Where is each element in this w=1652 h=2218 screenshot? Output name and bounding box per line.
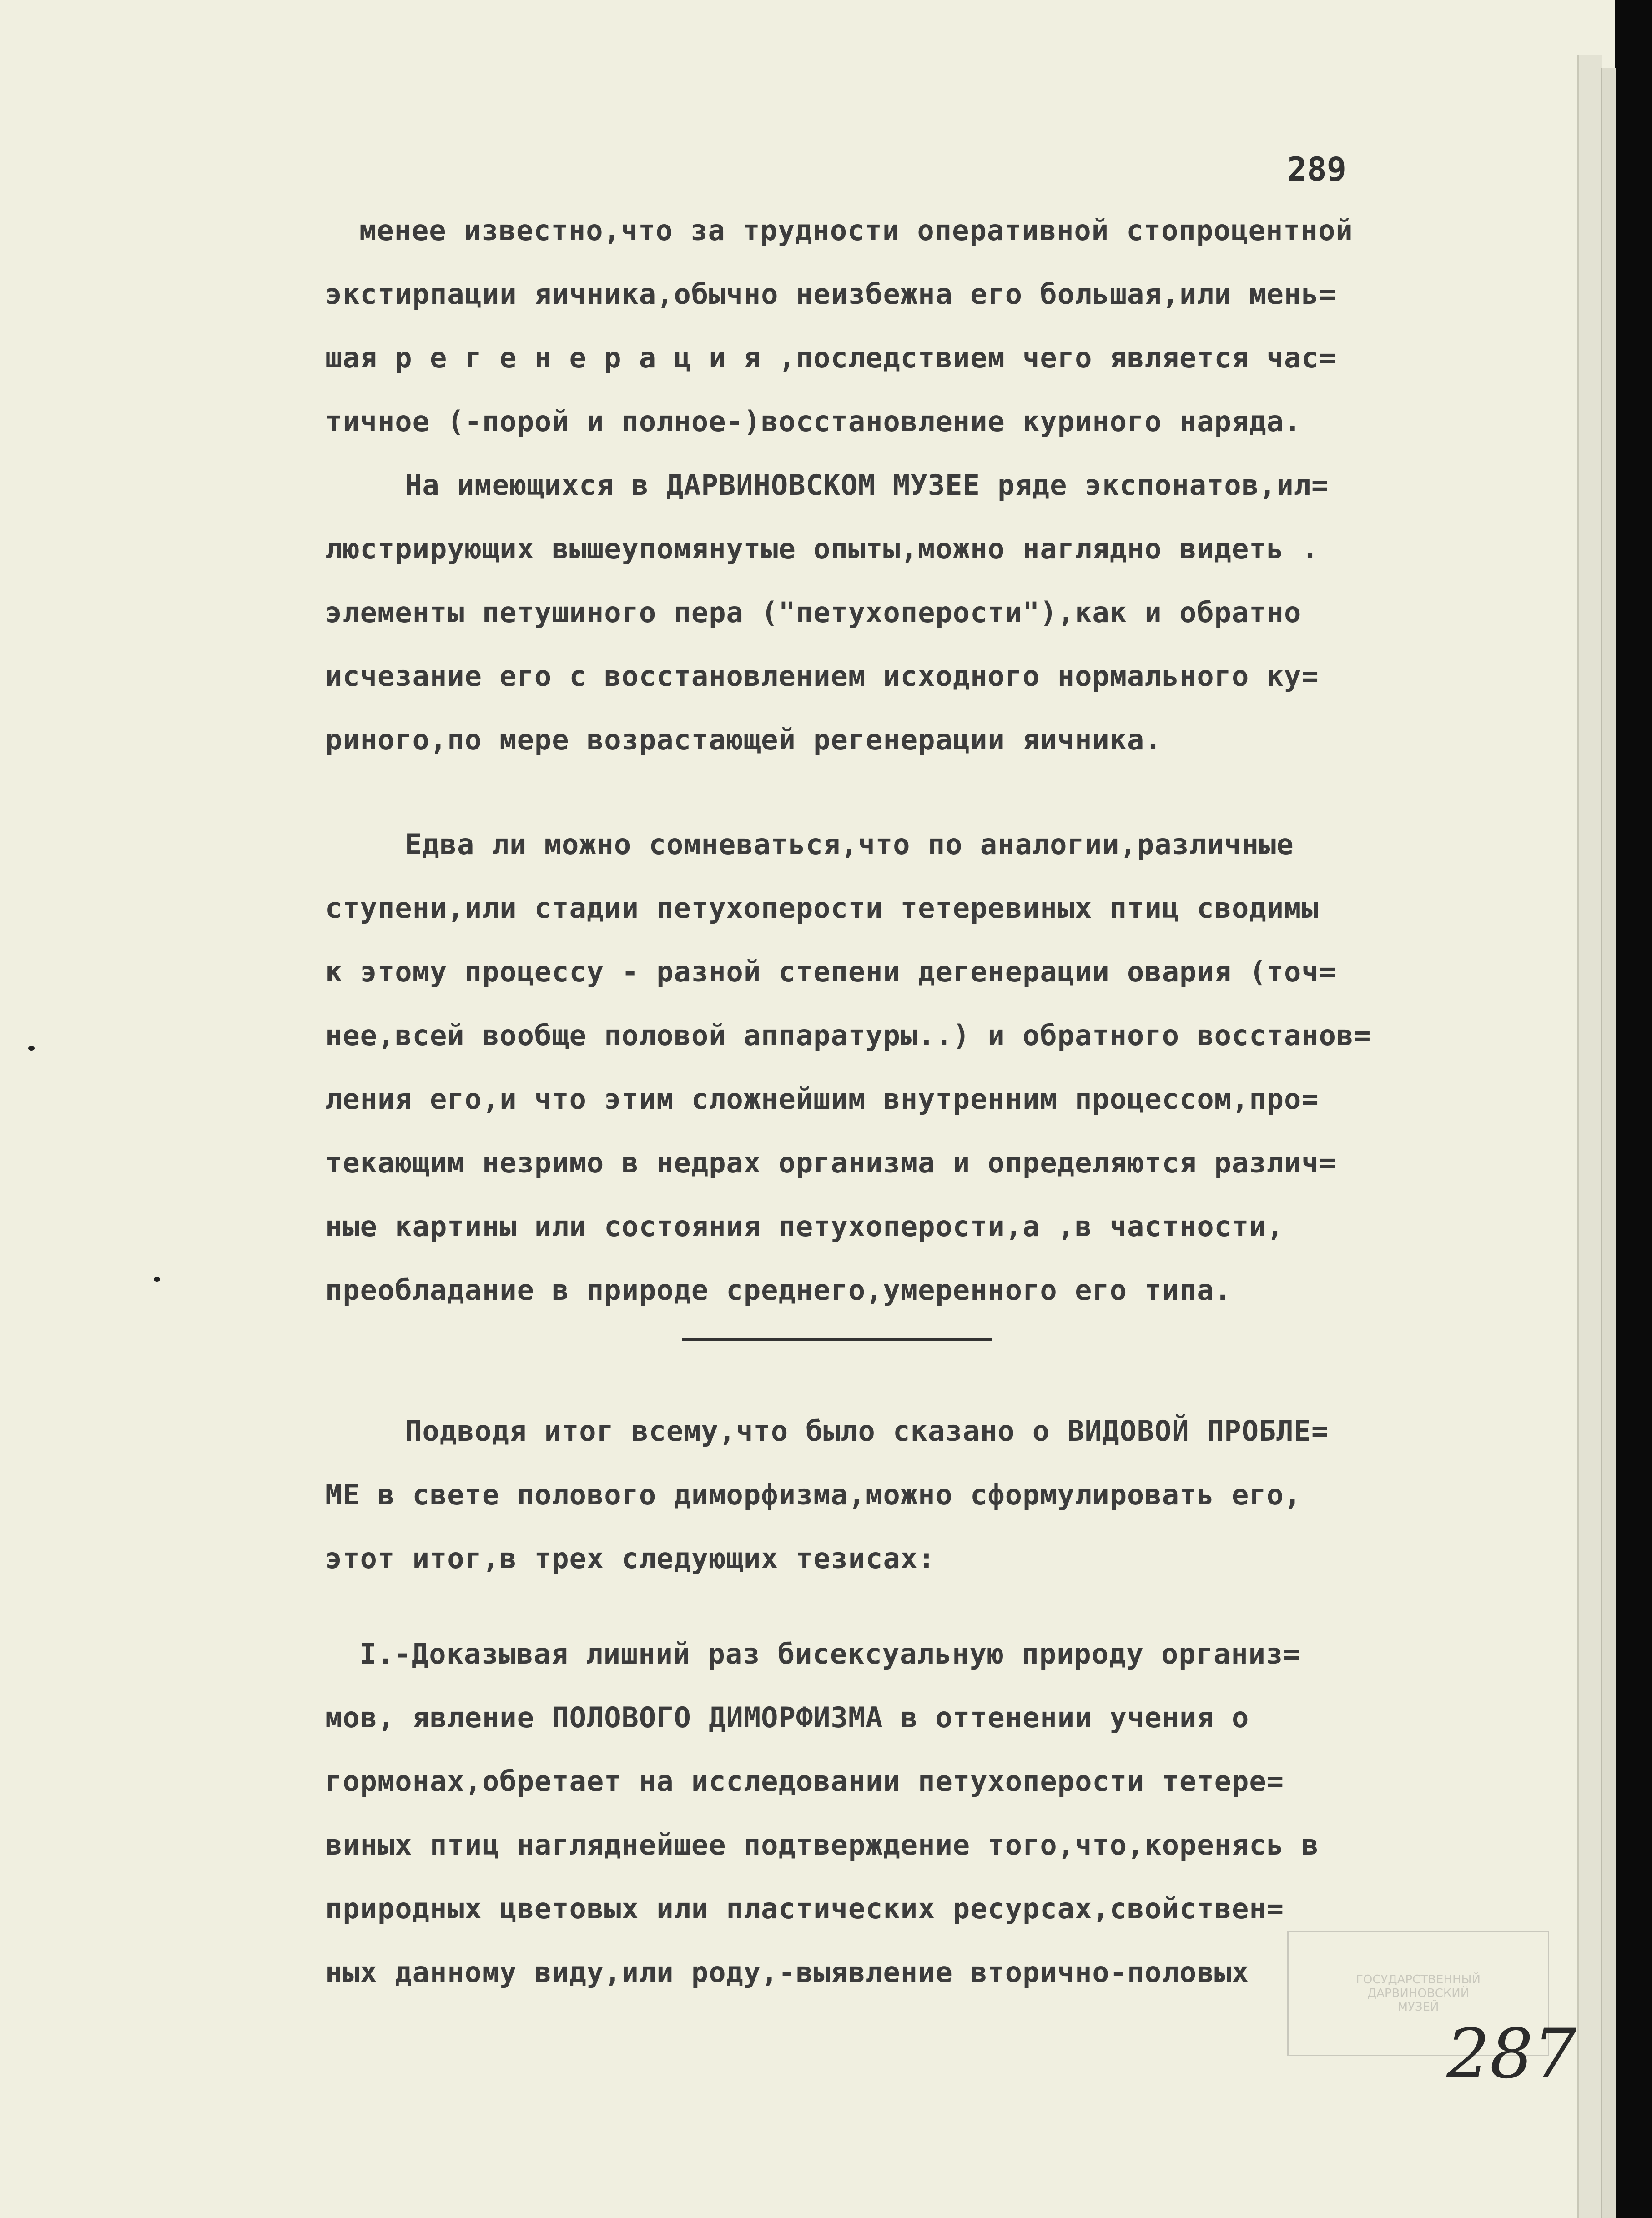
text-line: виных птиц нагляднейшее подтверждение того,что,коренясь в [325, 1828, 1319, 1861]
text-line: ные картины или состояния петухоперости,а ,в частности, [325, 1210, 1284, 1243]
text-line: риного,по мере возрастающей регенерации яичника. [325, 723, 1162, 756]
text-line: к этому процессу - разной степени дегенерации овария (точ= [325, 955, 1336, 988]
text-line: МЕ в свете полового диморфизма,можно сформулировать его, [325, 1478, 1302, 1511]
stamp-line: ГОСУДАРСТВЕННЫЙ [1356, 1973, 1481, 1987]
text-line: Едва ли можно сомневаться,что по аналогии,различные [405, 828, 1294, 861]
text-line: ных данному виду,или роду,-выявление вторично-половых [325, 1956, 1249, 1989]
text-line: I.-Доказывая лишний раз бисексуальную природу организ= [359, 1637, 1301, 1670]
text-line: элементы петушиного пера ("петухоперости"),как и обратно [325, 596, 1302, 629]
text-line: люстрирующих вышеупомянутые опыты,можно наглядно видеть . [325, 532, 1319, 565]
page-edge [1577, 55, 1602, 2218]
stamp-line: МУЗЕЙ [1397, 2000, 1439, 2014]
text-line: тичное (-порой и полное-)восстановление куриного наряда. [325, 405, 1302, 438]
text-line: природных цветовых или пластических ресурсах,свойствен= [325, 1892, 1284, 1925]
text-line: На имеющихся в ДАРВИНОВСКОМ МУЗЕЕ ряде экспонатов,ил= [405, 468, 1329, 502]
text-line: шая р е г е н е р а ц и я ,последствием чего является час= [325, 341, 1336, 374]
stamp-line: ДАРВИНОВСКИЙ [1367, 1987, 1470, 2000]
text-line: этот итог,в трех следующих тезисах: [325, 1542, 936, 1575]
handwritten-archive-number: 287 [1446, 2015, 1577, 2094]
page-number: 289 [1287, 150, 1347, 188]
text-line: текающим незримо в недрах организма и определяются различ= [325, 1146, 1336, 1179]
section-divider [682, 1338, 992, 1341]
text-line: ления его,и что этим сложнейшим внутренним процессом,про= [325, 1082, 1319, 1116]
text-line: ступени,или стадии петухоперости тетеревиных птиц сводимы [325, 891, 1319, 925]
page-edge [1601, 68, 1616, 2218]
text-line: гормонах,обретает на исследовании петухоперости тетере= [325, 1765, 1284, 1798]
text-line: нее,всей вообще половой аппаратуры..) и обратного восстанов= [325, 1019, 1371, 1052]
text-line: преобладание в природе среднего,умеренного его типа. [325, 1273, 1232, 1307]
text-line: экстирпации яичника,обычно неизбежна его большая,или мень= [325, 277, 1336, 311]
text-line: мов, явление ПОЛОВОГО ДИМОРФИЗМА в оттенении учения о [325, 1701, 1249, 1734]
margin-mark [154, 1277, 160, 1282]
margin-mark [28, 1046, 35, 1051]
text-line: Подводя итог всему,что было сказано о ВИДОВОЙ ПРОБЛЕ= [405, 1414, 1329, 1448]
text-line: менее известно,что за трудности оперативной стопроцентной [359, 214, 1353, 247]
text-line: исчезание его с восстановлением исходного нормального ку= [325, 659, 1319, 693]
